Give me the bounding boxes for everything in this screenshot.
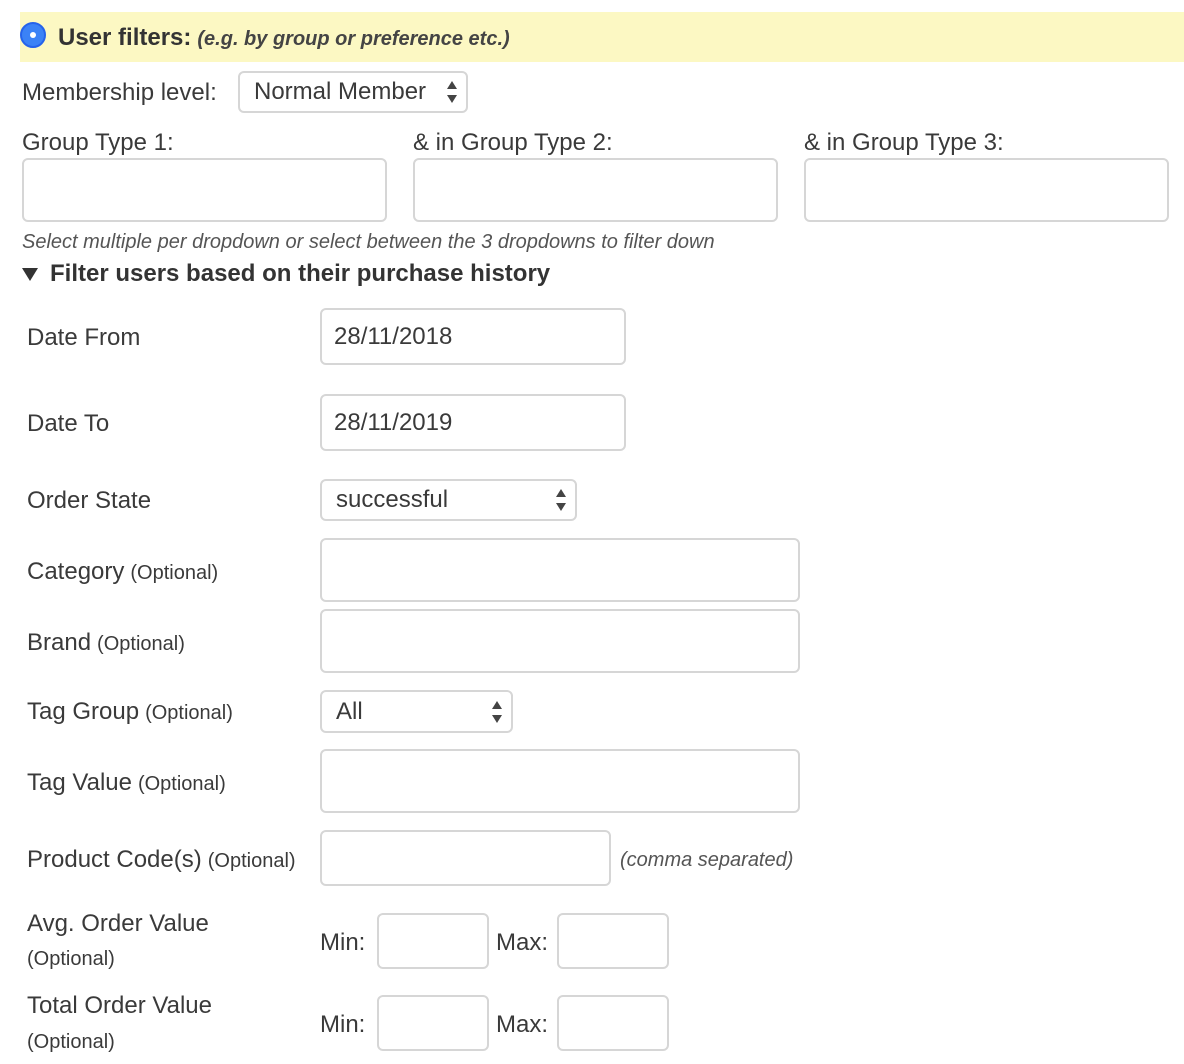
select-arrows-icon	[555, 489, 567, 511]
total-order-max-input[interactable]	[557, 995, 669, 1051]
total-order-min-input[interactable]	[377, 995, 489, 1051]
product-codes-input[interactable]	[320, 830, 611, 886]
user-filters-radio[interactable]	[20, 22, 46, 48]
caret-down-icon	[22, 268, 38, 281]
total-order-max-label: Max:	[496, 1011, 549, 1038]
product-codes-hint: (comma separated)	[620, 849, 794, 871]
tag-group-select[interactable]: All	[320, 690, 513, 733]
membership-level-label: Membership level:	[22, 79, 217, 106]
avg-order-min-label: Min:	[320, 929, 366, 956]
group-type-1-select[interactable]	[22, 158, 387, 222]
date-from-input[interactable]: 28/11/2018	[320, 308, 626, 365]
group-type-1-label: Group Type 1:	[22, 129, 174, 156]
product-codes-label: Product Code(s) (Optional)	[27, 846, 296, 873]
category-label: Category (Optional)	[27, 558, 219, 585]
group-type-3-select[interactable]	[804, 158, 1169, 222]
purchase-history-toggle[interactable]: Filter users based on their purchase history	[22, 260, 550, 288]
tag-value-label: Tag Value (Optional)	[27, 769, 226, 796]
tag-value-input[interactable]	[320, 749, 800, 813]
membership-level-select[interactable]: Normal Member	[238, 71, 468, 113]
brand-label: Brand (Optional)	[27, 629, 185, 656]
select-arrows-icon	[491, 701, 503, 723]
user-filters-title: User filters: (e.g. by group or preference etc.)	[58, 24, 510, 51]
group-type-2-label: & in Group Type 2:	[413, 129, 613, 156]
order-state-select[interactable]: successful	[320, 479, 577, 521]
total-order-value-optional: (Optional)	[27, 1031, 115, 1053]
tag-group-label: Tag Group (Optional)	[27, 698, 233, 725]
group-type-3-label: & in Group Type 3:	[804, 129, 1004, 156]
order-state-label: Order State	[27, 487, 152, 514]
avg-order-min-input[interactable]	[377, 913, 489, 969]
avg-order-value-label: Avg. Order Value	[27, 910, 209, 937]
total-order-value-label: Total Order Value	[27, 992, 212, 1019]
date-from-label: Date From	[27, 324, 141, 351]
date-to-input[interactable]: 28/11/2019	[320, 394, 626, 451]
avg-order-max-label: Max:	[496, 929, 549, 956]
date-to-label: Date To	[27, 410, 110, 437]
group-type-hint: Select multiple per dropdown or select between the 3 dropdowns to filter down	[22, 231, 715, 253]
select-arrows-icon	[446, 81, 458, 103]
category-input[interactable]	[320, 538, 800, 602]
avg-order-max-input[interactable]	[557, 913, 669, 969]
group-type-2-select[interactable]	[413, 158, 778, 222]
avg-order-value-optional: (Optional)	[27, 948, 115, 970]
brand-input[interactable]	[320, 609, 800, 673]
user-filters-hint: (e.g. by group or preference etc.)	[197, 28, 510, 50]
total-order-min-label: Min:	[320, 1011, 366, 1038]
